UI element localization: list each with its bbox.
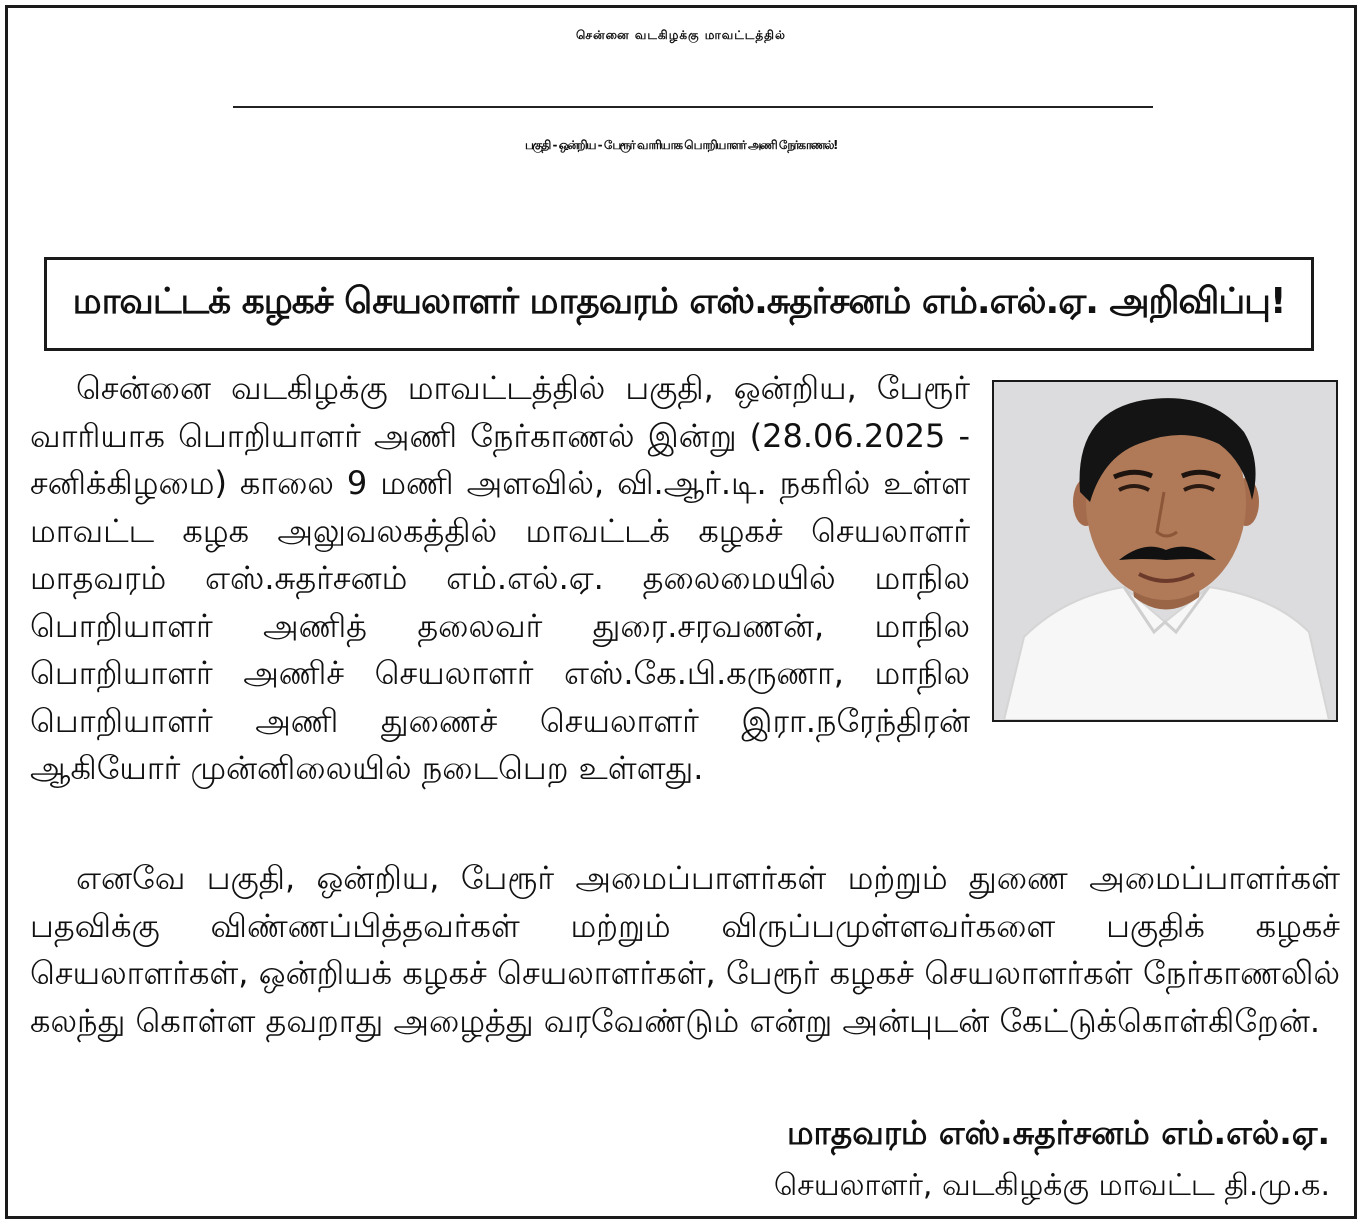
district-title: சென்னை வடகிழக்கு மாவட்டத்தில் <box>576 28 786 42</box>
announcement-paragraph-2 <box>30 855 1340 1045</box>
title-divider <box>233 106 1153 108</box>
signature-role: செயலாளர், வடகிழக்கு மாவட்ட தி.மு.க. <box>773 1168 1330 1203</box>
notice-panel <box>5 5 1357 1219</box>
announcement-paragraph-1 <box>30 365 1340 793</box>
announcement-headline: மாவட்டக் கழகச் செயலாளர் மாதவரம் எஸ்.சுதர்சனம் எம்.எல்.ஏ. அறிவிப்பு! <box>72 281 1286 322</box>
paragraph-2-text: எனவே பகுதி, ஒன்றிய, பேரூர் அமைப்பாளர்கள் மற்றும் துணை அமைப்பாளர்கள் பதவிக்கு விண்ணப்பித்தவர்கள் மற்றும் விருப்பமுள்ளவர்களை பகுதிக் கழகச் செயலாளர்கள், ஒன்றியக் கழகச் செயலாளர்கள், பேரூர் கழகச் செயலாளர்கள் நேர்காணலில் கலந்து கொள்ள தவறாது அழைத்து வரவேண்டும் என்று அன்புடன் கேட்டுக்கொள்கிறேன். <box>30 859 1340 1040</box>
signature-name: மாதவரம் எஸ்.சுதர்சனம் எம்.எல்.ஏ. <box>786 1113 1330 1152</box>
main-headline: பகுதி - ஒன்றிய - பேரூர் வாரியாக பொறியாளர் அணி நேர்காணல்! <box>525 138 837 152</box>
paragraph-1-text: சென்னை வடகிழக்கு மாவட்டத்தில் பகுதி, ஒன்றிய, பேரூர் வாரியாக பொறியாளர் அணி நேர்காணல் இன்று (28.06.2025 - சனிக்கிழமை) காலை 9 மணி அளவில், வி.ஆர்.டி. நகரில் உள்ள மாவட்ட கழக அலுவலகத்தில் மாவட்டக் கழகச் செயலாளர் மாதவரம் எஸ்.சுதர்சனம் எம்.எல்.ஏ. தலைமையில் மாநில பொறியாளர் அணித் தலைவர் துரை.சரவணன், மாநில பொறியாளர் அணிச் செயலாளர் எஸ்.கே.பி.கருணா, மாநில பொறியாளர் அணி துணைச் செயலாளர் இரா.நரேந்திரன் ஆகியோர் முன்னிலையில் நடைபெற உள்ளது. <box>30 369 971 787</box>
announcement-box <box>44 257 1314 351</box>
